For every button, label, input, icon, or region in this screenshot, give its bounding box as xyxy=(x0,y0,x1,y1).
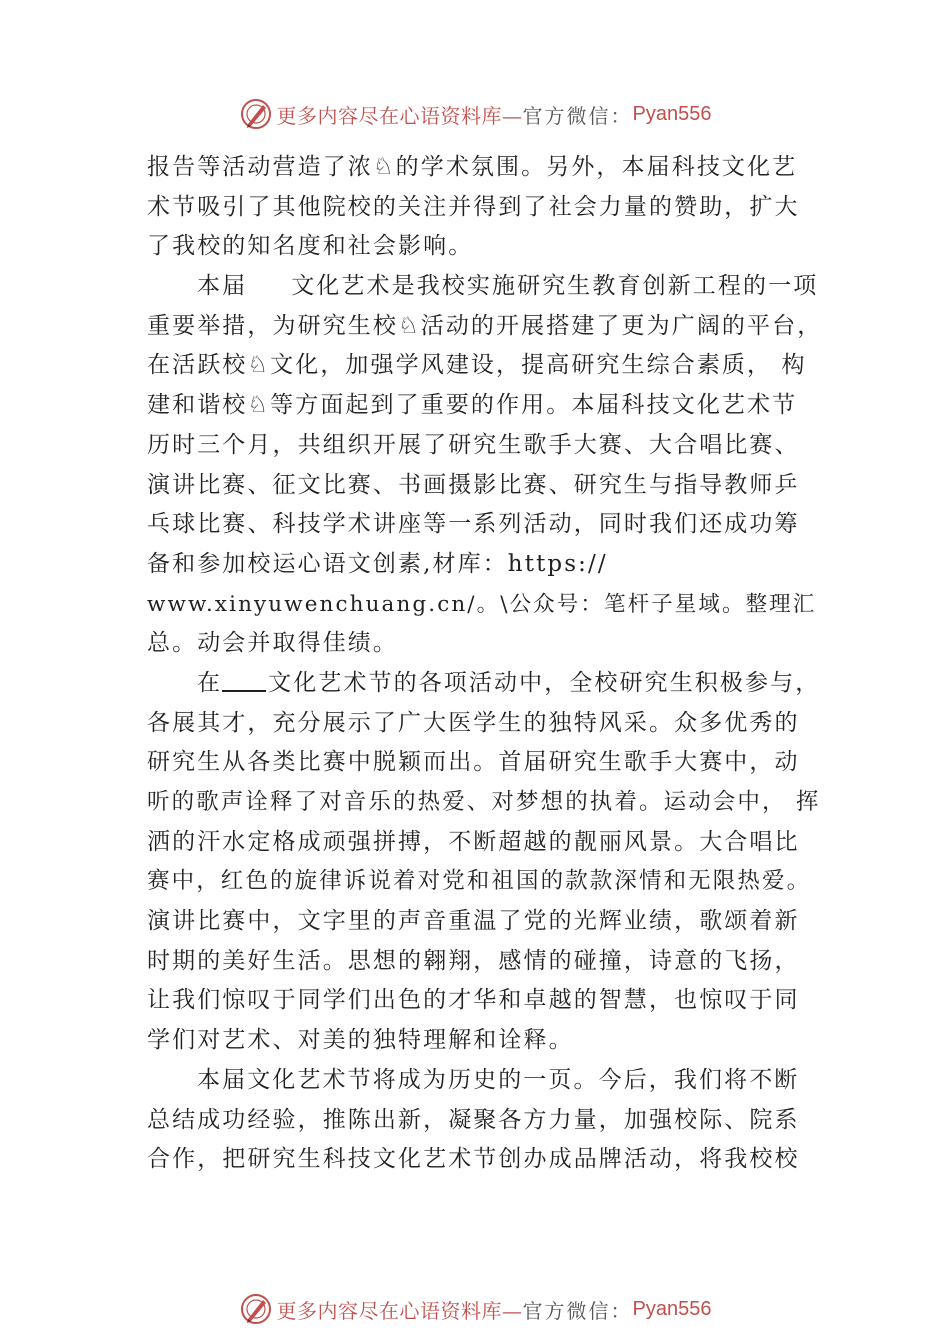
text-line: 时期的美好生活。思想的翱翔，感情的碰撞，诗意的飞扬， xyxy=(147,947,800,974)
text-line: 乓球比赛、科技学术讲座等一系列活动，同时我们还成功筹 xyxy=(147,511,800,538)
text-line: 各展其才，充分展示了广大医学生的独特风采。众多优秀的 xyxy=(147,709,800,736)
banner-wechat-id: Pyan556 xyxy=(632,1297,712,1320)
pen-logo-icon xyxy=(239,1292,273,1326)
text-line: 在活跃校♘文化，加强学风建设，提高研究生综合素质， 构 xyxy=(147,352,807,379)
paragraph-start xyxy=(147,664,822,704)
banner-wechat-label: 官方微信： xyxy=(522,103,633,128)
text-line: 术节吸引了其他院校的关注并得到了社会力量的赞助，扩大 xyxy=(147,193,800,220)
text-fragment: 文化艺术是我校实施研究生教育创新工程的一项 xyxy=(291,273,819,300)
text-line: 了我校的知名度和社会影响。 xyxy=(147,233,474,260)
banner-prefix: 更多内容尽在心语资料库— xyxy=(276,1298,523,1323)
text-line: 让我们惊叹于同学们出色的才华和卓越的智慧，也惊叹于同 xyxy=(147,987,800,1014)
text-line: 演讲比赛中，文字里的声音重温了党的光辉业绩，歌颂着新 xyxy=(147,908,800,935)
text-line: 洒的汗水定格成顽强拼搏，不断超越的靓丽风景。大合唱比 xyxy=(147,828,800,855)
footer-banner xyxy=(0,1289,950,1329)
text-line: 听的歌声诠释了对音乐的热爱、对梦想的执着。运动会中， 挥 xyxy=(147,789,821,815)
document-body xyxy=(147,148,822,1180)
text-line: 学们对艺术、对美的独特理解和诠释。 xyxy=(147,1027,574,1054)
text-fragment: 本届 xyxy=(197,273,248,300)
text-line: 建和谐校♘等方面起到了重要的作用。本届科技文化艺术节 xyxy=(147,392,798,419)
text-line: 研究生从各类比赛中脱颖而出。首届研究生歌手大赛中，动 xyxy=(147,749,800,776)
paragraph-start: 本届文化艺术节将成为历史的一页。今后，我们将不断 xyxy=(197,1066,800,1093)
paragraph-start xyxy=(147,267,822,307)
pen-logo-icon xyxy=(239,97,273,131)
banner-wechat-id: Pyan556 xyxy=(632,102,712,125)
text-line: 报告等活动营造了浓♘的学术氛围。另外，本届科技文化艺 xyxy=(147,154,798,180)
text-line: 总结成功经验，推陈出新，凝聚各方力量，加强校际、院系 xyxy=(147,1106,800,1133)
text-line: 备和参加校运心语文创素,材库：https:// xyxy=(147,550,608,577)
text-fragment: 文化艺术节的各项活动中，全校研究生积极参与， xyxy=(268,669,821,696)
fill-in-blank xyxy=(222,668,266,692)
text-line: 演讲比赛、征文比赛、书画摄影比赛、研究生与指导教师乒 xyxy=(147,471,800,498)
banner-prefix: 更多内容尽在心语资料库— xyxy=(276,103,523,128)
text-line: 历时三个月，共组织开展了研究生歌手大赛、大合唱比赛、 xyxy=(147,431,800,458)
text-line: 重要举措，为研究生校♘活动的开展搭建了更为广阔的平台， xyxy=(147,312,823,339)
text-line: 赛中，红色的旋律诉说着对党和祖国的款款深情和无限热爱。 xyxy=(147,868,812,895)
text-line: 合作，把研究生科技文化艺术节创办成品牌活动，将我校校 xyxy=(147,1146,800,1173)
header-banner xyxy=(0,94,950,134)
text-line: 总。动会并取得佳绩。 xyxy=(147,630,398,657)
banner-wechat-label: 官方微信： xyxy=(522,1298,633,1323)
text-fragment: 在 xyxy=(197,669,223,696)
text-line: www.xinyuwenchuang.cn/。\公众号：笔杆子星域。整理汇 xyxy=(147,591,817,617)
